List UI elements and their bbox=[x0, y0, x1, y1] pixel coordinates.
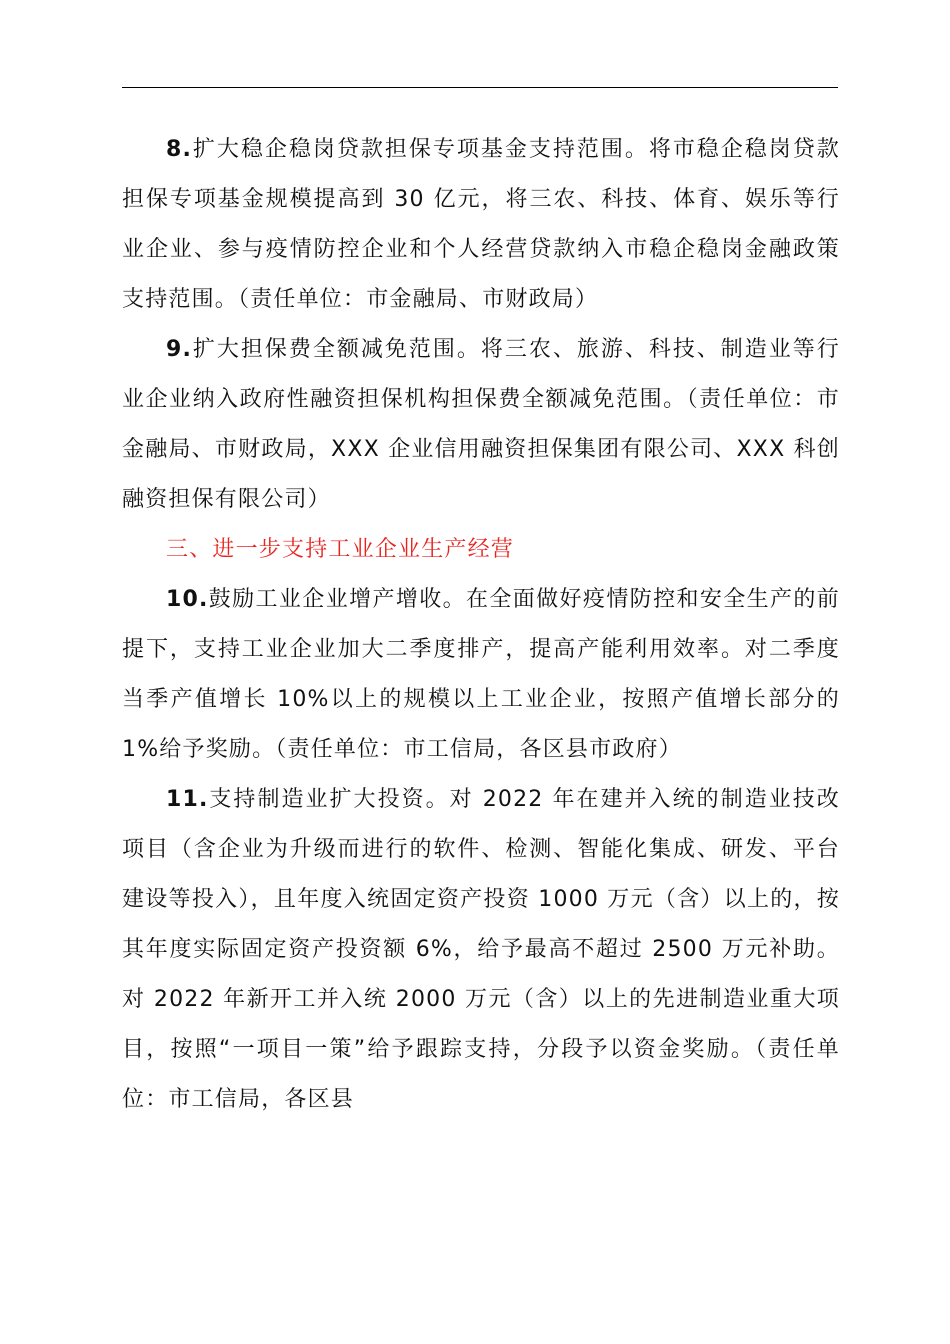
header-rule bbox=[122, 87, 838, 88]
item-number: 9. bbox=[166, 337, 193, 362]
article-item-11 bbox=[122, 775, 840, 1125]
item-number: 10. bbox=[166, 587, 209, 612]
item-number: 8. bbox=[166, 137, 193, 162]
item-text: 扩大稳企稳岗贷款担保专项基金支持范围。将市稳企稳岗贷款担保专项基金规模提高到 30 亿元，将三农、科技、体育、娱乐等行业企业、参与疫情防控企业和个人经营贷款纳入市稳企稳岗金融政策支持范围。（责任单位：市金融局、市财政局） bbox=[122, 137, 840, 312]
item-number: 11. bbox=[166, 787, 209, 812]
article-item-9 bbox=[122, 325, 840, 525]
article-item-8 bbox=[122, 125, 840, 325]
document-body bbox=[122, 125, 840, 1125]
article-item-10 bbox=[122, 575, 840, 775]
item-text: 支持制造业扩大投资。对 2022 年在建并入统的制造业技改项目（含企业为升级而进行的软件、检测、智能化集成、研发、平台建设等投入），且年度入统固定资产投资 1000 万元（含）以上的，按其年度实际固定资产投资额 6%，给予最高不超过 2500 万元补助。对 2022 年新开工并入统 2000 万元（含）以上的先进制造业重大项目，按照“一项目一策”给予跟踪支持，分段予以资金奖励。（责任单位：市工信局，各区县 bbox=[122, 787, 840, 1112]
section-heading: 三、进一步支持工业企业生产经营 bbox=[166, 537, 515, 562]
item-text: 鼓励工业企业增产增收。在全面做好疫情防控和安全生产的前提下，支持工业企业加大二季度排产，提高产能利用效率。对二季度当季产值增长 10%以上的规模以上工业企业，按照产值增长部分的 1%给予奖励。（责任单位：市工信局，各区县市政府） bbox=[122, 587, 840, 762]
item-text: 扩大担保费全额减免范围。将三农、旅游、科技、制造业等行业企业纳入政府性融资担保机构担保费全额减免范围。（责任单位：市金融局、市财政局，XXX 企业信用融资担保集团有限公司、XXX 科创融资担保有限公司） bbox=[122, 337, 840, 512]
